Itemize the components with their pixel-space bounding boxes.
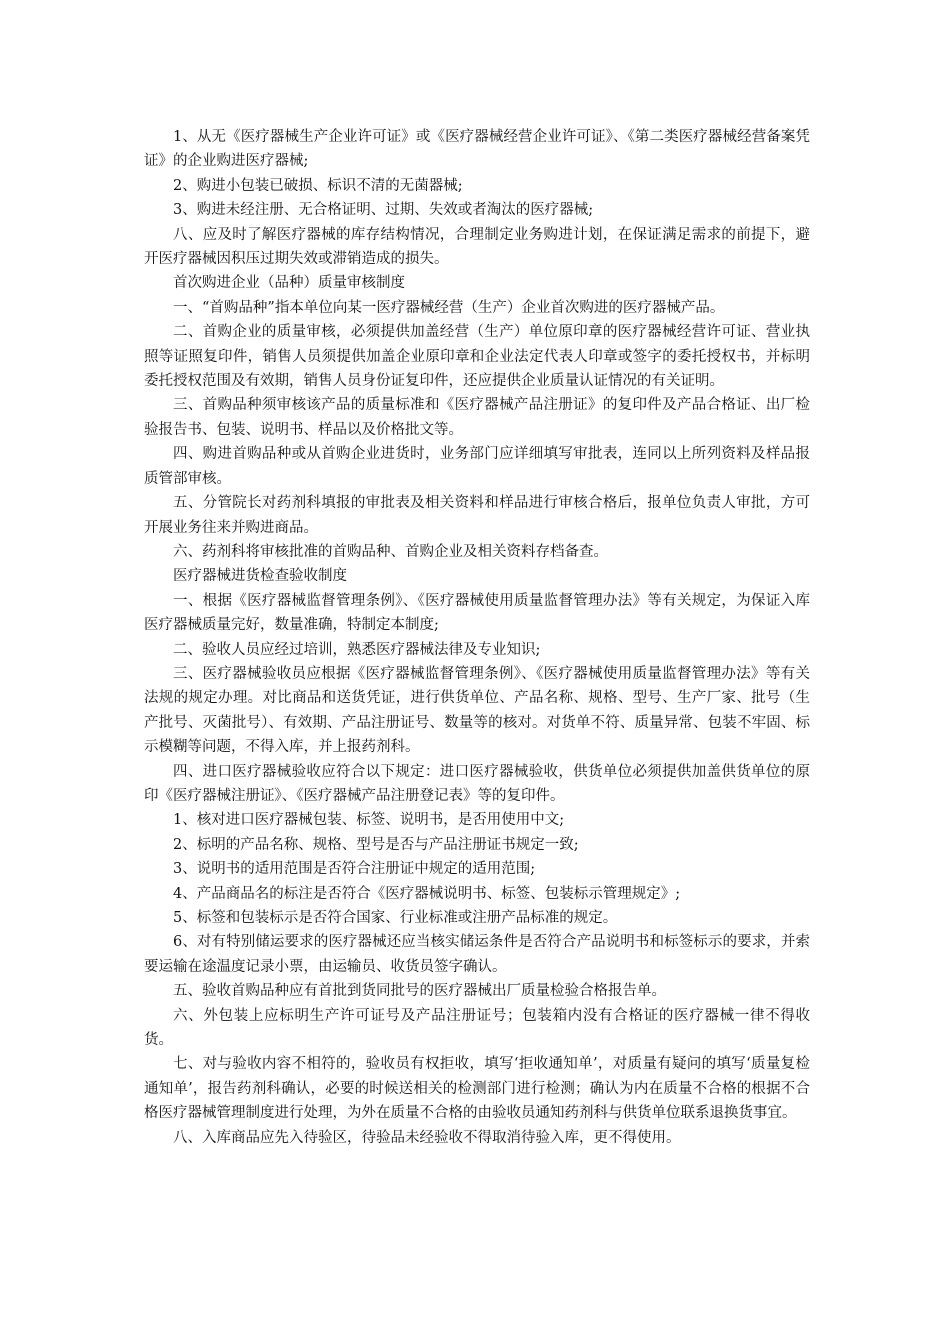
- paragraph-item-4: 4、产品商品名的标注是否符合《医疗器械说明书、标签、包装标示管理规定》;: [173, 885, 681, 902]
- paragraph-clause-2: 二、验收人员应经过培训，熟悉医疗器械法律及专业知识;: [173, 641, 541, 658]
- paragraph-clause-3: 三、医疗器械验收员应根据《医疗器械监督管理条例》、《医疗器械使用质量监督管理办法》等有关法规的规定办理。对比商品和送货凭证，进行供货单位、产品名称、规格、型号、生产厂家、批号（生产批号、灭菌批号）、有效期、产品注册证号、数量等的核对。对货单不符、质量异常、包装不牢固、标示模糊等问题，不得入库，并上报药剂科。: [144, 665, 810, 756]
- paragraph-item-2: 2、购进小包装已破损、标识不清的无菌器械;: [173, 177, 463, 194]
- paragraph-item-3: 3、购进未经注册、无合格证明、过期、失效或者淘汰的医疗器械;: [173, 202, 594, 219]
- paragraph-clause-3: 三、首购品种须审核该产品的质量标准和《医疗器械产品注册证》的复印件及产品合格证、出厂检验报告书、包装、说明书、样品以及价格批文等。: [144, 397, 810, 438]
- section-heading-first-purchase: 首次购进企业（品种）质量审核制度: [173, 275, 405, 292]
- paragraph-item-1: 1、核对进口医疗器械包装、标签、说明书，是否用使用中文;: [173, 812, 565, 829]
- document-body: [144, 125, 810, 1150]
- paragraph-item-3: 3、说明书的适用范围是否符合注册证中规定的适用范围;: [173, 861, 536, 878]
- paragraph-item-6: 6、对有特别储运要求的医疗器械还应当核实储运条件是否符合产品说明书和标签标示的要求，并索要运输在途温度记录小票，由运输员、收货员签字确认。: [144, 934, 810, 975]
- paragraph-item-1: 1、从无《医疗器械生产企业许可证》或《医疗器械经营企业许可证》、《第二类医疗器械经营备案凭证》的企业购进医疗器械;: [144, 129, 810, 170]
- paragraph-clause-6: 六、外包装上应标明生产许可证号及产品注册证号；包装箱内没有合格证的医疗器械一律不得收货。: [144, 1007, 810, 1049]
- paragraph-clause-2: 二、首购企业的质量审核，必须提供加盖经营（生产）单位原印章的医疗器械经营许可证、营业执照等证照复印件，销售人员须提供加盖企业原印章和企业法定代表人印章或签字的委托授权书，并标明委托授权范围及有效期，销售人员身份证复印件，还应提供企业质量认证情况的有关证明。: [144, 324, 810, 390]
- paragraph-clause-7: 七、对与验收内容不相符的，验收员有权拒收，填写‘拒收通知单’，对质量有疑问的填写‘质量复检通知单’，报告药剂科确认，必要的时候送相关的检测部门进行检测；确认为内在质量不合格的根据不合格医疗器械管理制度进行处理，为外在质量不合格的由验收员通知药剂科与供货单位联系退换货事宜。: [144, 1056, 810, 1122]
- paragraph-item-5: 5、标签和包装标示是否符合国家、行业标准或注册产品标准的规定。: [173, 910, 618, 926]
- paragraph-clause-4: 四、购进首购品种或从首购企业进货时，业务部门应详细填写审批表，连同以上所列资料及样品报质管部审核。: [144, 446, 810, 487]
- paragraph-clause-1: 一、“首购品种”指本单位向某一医疗器械经营（生产）企业首次购进的医疗器械产品。: [173, 299, 725, 316]
- section-heading-inspection: 医疗器械进货检查验收制度: [173, 568, 347, 585]
- paragraph-clause-8: 八、应及时了解医疗器械的库存结构情况，合理制定业务购进计划，在保证满足需求的前提下，避开医疗器械因积压过期失效或滞销造成的损失。: [144, 226, 810, 268]
- paragraph-clause-8: 八、入库商品应先入待验区，待验品未经验收不得取消待验入库，更不得使用。: [173, 1129, 681, 1146]
- paragraph-item-2: 2、标明的产品名称、规格、型号是否与产品注册证书规定一致;: [173, 836, 579, 853]
- paragraph-clause-1: 一、根据《医疗器械监督管理条例》、《医疗器械使用质量监督管理办法》等有关规定，为保证入库医疗器械质量完好，数量准确，特制定本制度;: [144, 592, 810, 634]
- paragraph-clause-5: 五、验收首购品种应有首批到货同批号的医疗器械出厂质量检验合格报告单。: [173, 983, 666, 1000]
- paragraph-clause-5: 五、分管院长对药剂科填报的审批表及相关资料和样品进行审核合格后，报单位负责人审批，方可开展业务往来并购进商品。: [144, 495, 810, 536]
- paragraph-clause-4: 四、进口医疗器械验收应符合以下规定：进口医疗器械验收，供货单位必须提供加盖供货单位的原印《医疗器械注册证》、《医疗器械产品注册登记表》等的复印件。: [144, 763, 810, 804]
- paragraph-clause-6: 六、药剂科将审核批准的首购品种、首购企业及相关资料存档备查。: [173, 543, 608, 560]
